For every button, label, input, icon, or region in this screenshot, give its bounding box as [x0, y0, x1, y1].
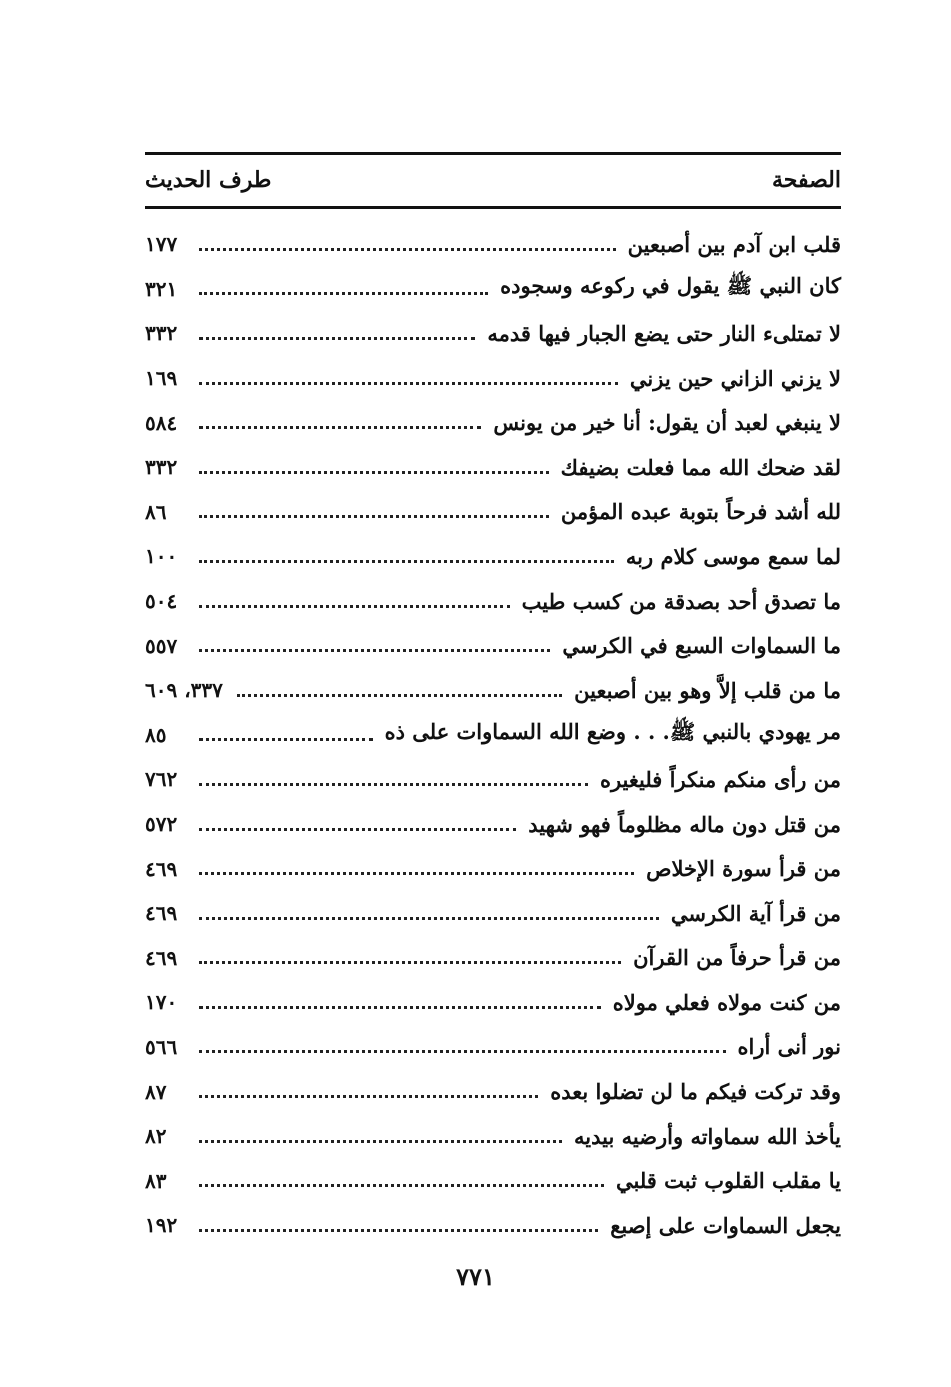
- hadith-text: لقد ضحك الله مما فعلت بضيفك: [560, 454, 841, 480]
- index-entry: [145, 1203, 841, 1248]
- page-reference: ٣٣٢: [145, 321, 178, 346]
- hadith-text: لله أشد فرحاً بتوبة عبده المؤمن: [560, 499, 841, 525]
- dot-leader: [199, 1184, 604, 1187]
- index-entry: [145, 311, 841, 356]
- index-entry: [145, 222, 841, 267]
- column-heading-page: الصفحة: [771, 167, 841, 193]
- index-entry: [145, 1114, 841, 1159]
- page-reference: ٥٧٢: [145, 812, 178, 837]
- hadith-text: نور أنى أراه: [737, 1034, 841, 1060]
- index-entry: [145, 579, 841, 624]
- hadith-text: لا تمتلىء النار حتى يضع الجبار فيها قدمه: [487, 320, 841, 346]
- hadith-text: يا مقلب القلوب ثبت قلبي: [616, 1168, 841, 1194]
- hadith-text: من قتل دون ماله مظلوماً فهو شهيد: [528, 811, 841, 837]
- dot-leader: [199, 872, 634, 875]
- page-reference: ٥٨٤: [145, 410, 178, 435]
- index-entry: [145, 534, 841, 579]
- page-reference: ٣٣٢: [145, 455, 178, 480]
- hadith-text: من قرأ حرفاً من القرآن: [633, 945, 841, 971]
- dot-leader: [199, 382, 618, 385]
- header-bottom-rule: [145, 206, 841, 209]
- dot-leader: [199, 337, 475, 340]
- index-entry: [145, 757, 841, 802]
- dot-leader: [199, 961, 621, 964]
- hadith-text: وقد تركت فيكم ما لن تضلوا بعده: [550, 1079, 841, 1105]
- page-reference: ٣٣٧، ٦٠٩: [145, 678, 223, 703]
- dot-leader: [199, 828, 516, 831]
- index-entry: [145, 445, 841, 490]
- page-reference: ٣٢١: [145, 276, 178, 301]
- index-entry: [145, 980, 841, 1025]
- hadith-text: مر يهودي بالنبي ﷺ. . . وضع الله السماوات على ذه: [384, 719, 841, 745]
- index-entry: [145, 713, 841, 758]
- dot-leader: [199, 292, 488, 295]
- page-reference: ٤٦٩: [145, 856, 178, 881]
- dot-leader: [199, 783, 588, 786]
- hadith-text: لا ينبغي لعبد أن يقول: أنا خير من يونس: [493, 410, 841, 436]
- dot-leader: [199, 1229, 598, 1232]
- hadith-text: كان النبي ﷺ يقول في ركوعه وسجوده: [500, 273, 841, 299]
- index-entry: [145, 936, 841, 981]
- hadith-text: ما من قلب إلاَّ وهو بين أصبعين: [574, 677, 841, 703]
- hadith-text: من قرأ سورة الإخلاص: [646, 856, 841, 882]
- dot-leader: [199, 248, 616, 251]
- hadith-text: ما تصدق أحد بصدقة من كسب طيب: [521, 588, 841, 614]
- page-reference: ١٧٠: [145, 990, 178, 1015]
- page-reference: ٨٦: [145, 499, 167, 524]
- index-entry: [145, 802, 841, 847]
- hadith-text: يجعل السماوات على إصبع: [610, 1212, 841, 1238]
- page-reference: ١٩٢: [145, 1213, 178, 1238]
- hadith-index-list: [145, 222, 841, 1248]
- page-reference: ٥٦٦: [145, 1034, 178, 1059]
- dot-leader: [199, 471, 549, 474]
- column-heading-hadith: طرف الحديث: [145, 167, 272, 193]
- page-reference: ٨٥: [145, 722, 167, 747]
- index-entry: [145, 891, 841, 936]
- dot-leader: [199, 605, 510, 608]
- dot-leader: [199, 560, 614, 563]
- page-reference: ٨٢: [145, 1124, 167, 1149]
- dot-leader: [199, 1140, 562, 1143]
- index-entry: [145, 668, 841, 713]
- dot-leader: [199, 917, 659, 920]
- page-reference: ٨٣: [145, 1168, 167, 1193]
- index-entry: [145, 846, 841, 891]
- hadith-text: ما السماوات السبع في الكرسي: [562, 633, 841, 659]
- hadith-text: لا يزني الزاني حين يزني: [629, 365, 841, 391]
- dot-leader: [199, 1006, 601, 1009]
- page-reference: ٥٥٧: [145, 633, 178, 658]
- page-number: ٧٧١: [456, 1262, 495, 1291]
- index-entry: [145, 1025, 841, 1070]
- page-reference: ٤٦٩: [145, 901, 178, 926]
- hadith-text: من رأى منكم منكراً فليغيره: [599, 766, 841, 792]
- page-reference: ٤٦٩: [145, 945, 178, 970]
- index-entry: [145, 490, 841, 535]
- index-entry: [145, 400, 841, 445]
- page-reference: ٧٦٢: [145, 767, 178, 792]
- dot-leader: [237, 694, 562, 697]
- page-reference: ١٠٠: [145, 544, 178, 569]
- index-entry: [145, 1158, 841, 1203]
- index-entry: [145, 1069, 841, 1114]
- hadith-text: من كنت مولاه فعلي مولاه: [612, 989, 841, 1015]
- hadith-text: من قرأ آية الكرسي: [670, 900, 841, 926]
- table-header: [145, 160, 841, 200]
- header-top-rule: [145, 152, 841, 155]
- page-reference: ٥٠٤: [145, 589, 178, 614]
- dot-leader: [199, 426, 481, 429]
- page-reference: ٨٧: [145, 1079, 167, 1104]
- dot-leader: [199, 738, 373, 741]
- dot-leader: [199, 1050, 726, 1053]
- hadith-text: يأخذ الله سماواته وأرضيه بيديه: [573, 1123, 841, 1149]
- index-entry: [145, 267, 841, 312]
- dot-leader: [199, 1095, 538, 1098]
- dot-leader: [199, 649, 550, 652]
- hadith-text: لما سمع موسى كلام ربه: [625, 543, 841, 569]
- index-entry: [145, 356, 841, 401]
- hadith-text: قلب ابن آدم بين أصبعين: [627, 231, 841, 257]
- index-entry: [145, 623, 841, 668]
- page-reference: ١٦٩: [145, 366, 178, 391]
- dot-leader: [199, 515, 549, 518]
- page-reference: ١٧٧: [145, 232, 178, 257]
